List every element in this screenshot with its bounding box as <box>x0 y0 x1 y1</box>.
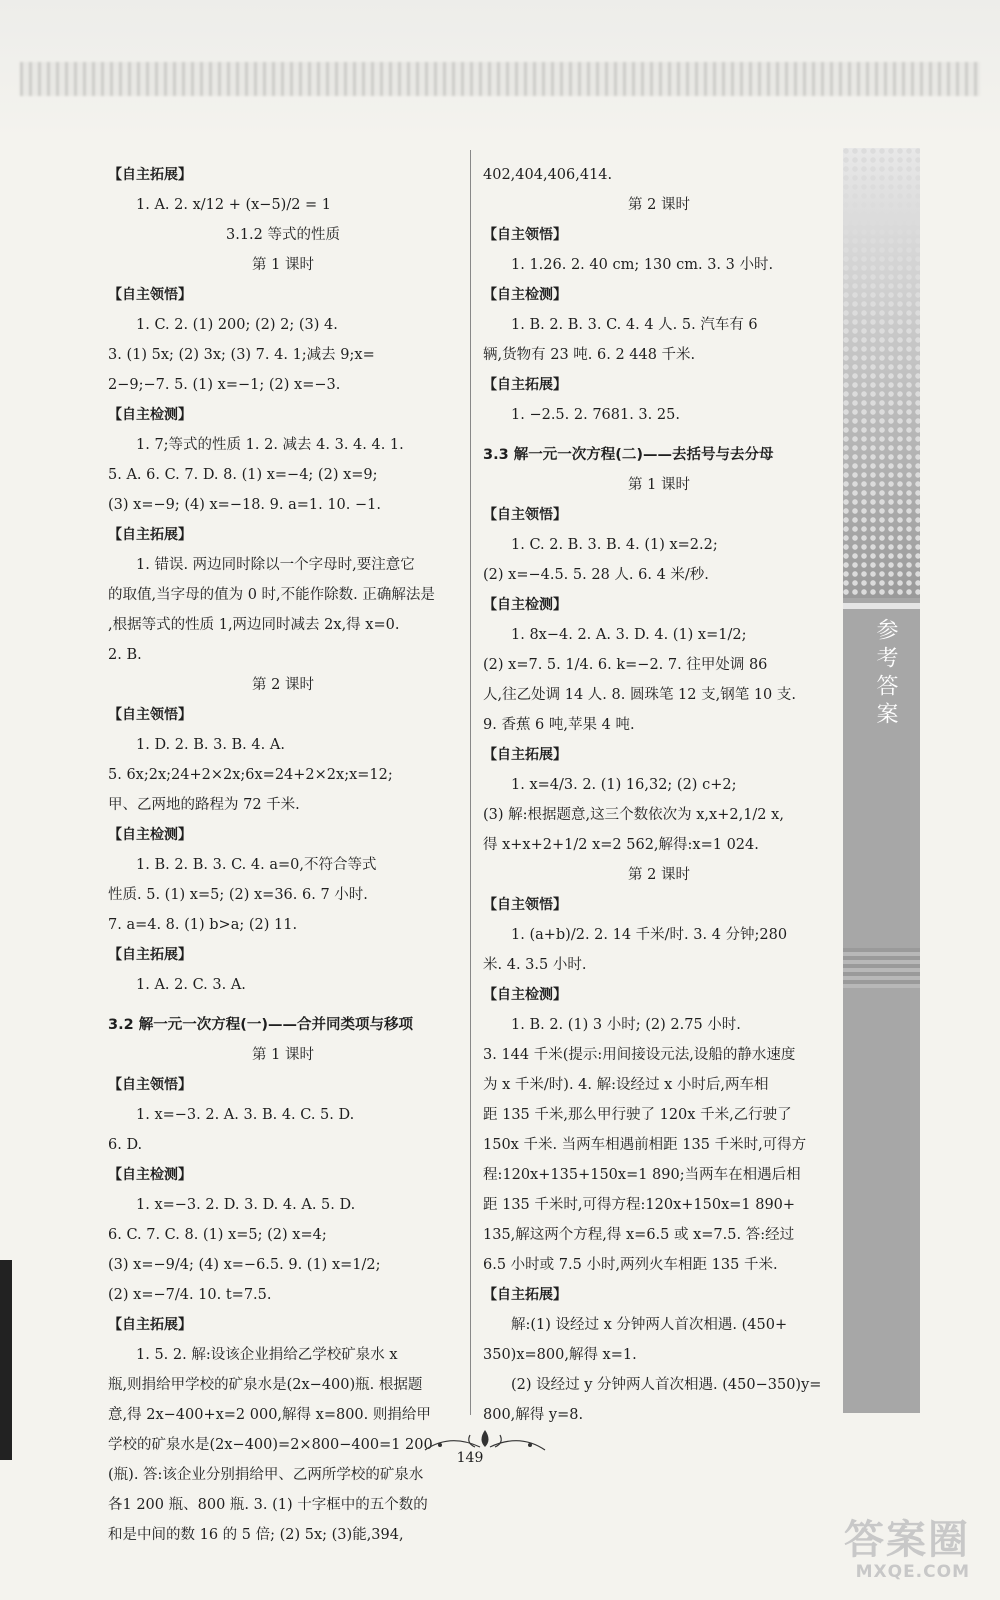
section-heading: 【自主检测】 <box>108 407 192 423</box>
site-watermark <box>844 1518 970 1582</box>
lesson-title: 第 1 课时 <box>252 257 314 273</box>
section-heading: 【自主检测】 <box>483 597 567 613</box>
answer-line: 1. x=4/3. 2. (1) 16,32; (2) c+2; <box>511 777 737 793</box>
section-heading: 【自主拓展】 <box>108 1317 192 1333</box>
answer-line: (2) 设经过 y 分钟两人首次相遇. (450−350)y= <box>511 1377 822 1393</box>
answer-line: 1. 错误. 两边同时除以一个字母时,要注意它 <box>136 557 415 573</box>
section-heading: 【自主拓展】 <box>108 527 192 543</box>
answer-line: 6.5 小时或 7.5 小时,两列火车相距 135 千米. <box>483 1257 778 1273</box>
answer-line: 的取值,当字母的值为 0 时,不能作除数. 正确解法是 <box>108 587 435 603</box>
answer-line: 瓶,则捐给甲学校的矿泉水是(2x−400)瓶. 根据题 <box>108 1377 423 1393</box>
sidebar-label: 参考答案 <box>873 618 898 730</box>
watermark-logo-text: 答案圈 <box>844 1517 970 1563</box>
answer-line: 1. B. 2. B. 3. C. 4. 4 人. 5. 汽车有 6 <box>511 317 758 333</box>
answer-line: 解:(1) 设经过 x 分钟两人首次相遇. (450+ <box>511 1317 788 1333</box>
lesson-title: 第 1 课时 <box>252 1047 314 1063</box>
answer-line: 1. 5. 2. 解:设该企业捐给乙学校矿泉水 x <box>136 1347 398 1363</box>
section-heading: 【自主检测】 <box>483 287 567 303</box>
answer-line: (3) x=−9/4; (4) x=−6.5. 9. (1) x=1/2; <box>108 1257 381 1273</box>
answer-line: 学校的矿泉水是(2x−400)=2×800−400=1 200 <box>108 1437 433 1453</box>
section-heading: 【自主拓展】 <box>108 947 192 963</box>
answer-line: 意,得 2x−400+x=2 000,解得 x=800. 则捐给甲 <box>108 1407 431 1423</box>
answer-line: 为 x 千米/时). 4. 解:设经过 x 小时后,两车相 <box>483 1077 769 1093</box>
answer-line: 辆,货物有 23 吨. 6. 2 448 千米. <box>483 347 696 363</box>
answer-line: 6. D. <box>108 1137 143 1153</box>
answer-line: (2) x=−7/4. 10. t=7.5. <box>108 1287 272 1303</box>
chapter-title: 3.2 解一元一次方程(一)——合并同类项与移项 <box>108 1017 413 1033</box>
answer-line: 各1 200 瓶、800 瓶. 3. (1) 十字框中的五个数的 <box>108 1497 428 1513</box>
answer-line: 800,解得 y=8. <box>483 1407 584 1423</box>
halftone-pattern <box>843 148 920 598</box>
answer-line: (2) x=−4.5. 5. 28 人. 6. 4 米/秒. <box>483 567 709 583</box>
chapter-title: 3.3 解一元一次方程(二)——去括号与去分母 <box>483 447 774 463</box>
answer-line: 1. B. 2. B. 3. C. 4. a=0,不符合等式 <box>136 857 377 873</box>
answer-line: 米. 4. 3.5 小时. <box>483 957 587 973</box>
section-heading: 【自主领悟】 <box>108 1077 192 1093</box>
lesson-title: 第 2 课时 <box>252 677 314 693</box>
answer-line: 135,解这两个方程,得 x=6.5 或 x=7.5. 答:经过 <box>483 1227 795 1243</box>
lesson-title: 第 2 课时 <box>628 197 690 213</box>
answer-line: 2. B. <box>108 647 142 663</box>
answer-line: 距 135 千米时,可得方程:120x+150x=1 890+ <box>483 1197 796 1213</box>
section-heading: 【自主领悟】 <box>108 287 192 303</box>
answer-line: 距 135 千米,那么甲行驶了 120x 千米,乙行驶了 <box>483 1107 792 1123</box>
section-tab-sidebar <box>843 148 920 1413</box>
answer-line: 402,404,406,414. <box>483 167 613 183</box>
answer-line: ,根据等式的性质 1,两边同时减去 2x,得 x=0. <box>108 617 400 633</box>
right-column <box>483 160 835 1430</box>
lesson-title: 第 1 课时 <box>628 477 690 493</box>
answer-line: (2) x=7. 5. 1/4. 6. k=−2. 7. 往甲处调 86 <box>483 657 768 673</box>
answer-line: 150x 千米. 当两车相遇前相距 135 千米时,可得方 <box>483 1137 807 1153</box>
section-heading: 【自主领悟】 <box>483 227 567 243</box>
answer-line: 5. A. 6. C. 7. D. 8. (1) x=−4; (2) x=9; <box>108 467 378 483</box>
answer-line: 1. x=−3. 2. D. 3. D. 4. A. 5. D. <box>136 1197 356 1213</box>
scan-top-band <box>0 0 1000 140</box>
answer-line: 1. D. 2. B. 3. B. 4. A. <box>136 737 285 753</box>
section-heading: 【自主领悟】 <box>108 707 192 723</box>
answer-line: 得 x+x+2+1/2 x=2 562,解得:x=1 024. <box>483 837 759 853</box>
section-heading: 【自主拓展】 <box>108 167 192 183</box>
section-heading: 【自主检测】 <box>108 1167 192 1183</box>
answer-line: 5. 6x;2x;24+2×2x;6x=24+2×2x;x=12; <box>108 767 393 783</box>
answer-line: 3. 144 千米(提示:用间接设元法,设船的静水速度 <box>483 1047 796 1063</box>
answer-line: 1. x=−3. 2. A. 3. B. 4. C. 5. D. <box>136 1107 355 1123</box>
answer-line: 350)x=800,解得 x=1. <box>483 1347 637 1363</box>
answer-line: 1. C. 2. (1) 200; (2) 2; (3) 4. <box>136 317 338 333</box>
answer-line: 1. C. 2. B. 3. B. 4. (1) x=2.2; <box>511 537 718 553</box>
page-edge-shadow <box>0 1260 12 1460</box>
section-heading: 【自主检测】 <box>108 827 192 843</box>
page-number: 149 <box>456 1450 484 1466</box>
section-heading: 【自主检测】 <box>483 987 567 1003</box>
answer-line: 9. 香蕉 6 吨,苹果 4 吨. <box>483 717 635 733</box>
answer-line: 人,往乙处调 14 人. 8. 圆珠笔 12 支,钢笔 10 支. <box>483 687 796 703</box>
section-heading: 【自主领悟】 <box>483 507 567 523</box>
answer-line: 1. −2.5. 2. 7681. 3. 25. <box>511 407 680 423</box>
section-heading: 【自主拓展】 <box>483 377 567 393</box>
section-heading: 【自主领悟】 <box>483 897 567 913</box>
answer-line: 7. a=4. 8. (1) b>a; (2) 11. <box>108 917 298 933</box>
column-divider <box>470 150 471 1415</box>
section-heading: 【自主拓展】 <box>483 747 567 763</box>
left-column <box>108 160 458 1550</box>
answer-line: 1. 7;等式的性质 1. 2. 减去 4. 3. 4. 4. 1. <box>136 437 404 453</box>
lesson-title: 第 2 课时 <box>628 867 690 883</box>
answer-line: 1. 1.26. 2. 40 cm; 130 cm. 3. 3 小时. <box>511 257 774 273</box>
answer-line: 程:120x+135+150x=1 890;当两车在相遇后相 <box>483 1167 801 1183</box>
answer-line: (瓶). 答:该企业分别捐给甲、乙两所学校的矿泉水 <box>108 1467 424 1483</box>
watermark-url: MXQE.COM <box>855 1562 970 1582</box>
answer-line: 和是中间的数 16 的 5 倍; (2) 5x; (3)能,394, <box>108 1527 404 1543</box>
answer-line: 1. B. 2. (1) 3 小时; (2) 2.75 小时. <box>511 1017 741 1033</box>
answer-line: 1. A. 2. x/12 + (x−5)/2 = 1 <box>136 197 332 213</box>
answer-line: 性质. 5. (1) x=5; (2) x=36. 6. 7 小时. <box>108 887 368 903</box>
answer-line: 6. C. 7. C. 8. (1) x=5; (2) x=4; <box>108 1227 327 1243</box>
sidebar-stripes <box>843 948 920 988</box>
answer-line: 1. 8x−4. 2. A. 3. D. 4. (1) x=1/2; <box>511 627 747 643</box>
answer-line: 1. A. 2. C. 3. A. <box>136 977 246 993</box>
answer-line: 2−9;−7. 5. (1) x=−1; (2) x=−3. <box>108 377 341 393</box>
lesson-title: 3.1.2 等式的性质 <box>225 227 340 243</box>
answer-line: (3) x=−9; (4) x=−18. 9. a=1. 10. −1. <box>108 497 381 513</box>
answer-line: (3) 解:根据题意,这三个数依次为 x,x+2,1/2 x, <box>483 807 784 823</box>
answer-line: 1. (a+b)/2. 2. 14 千米/时. 3. 4 分钟;280 <box>511 927 788 943</box>
scan-noise <box>20 62 980 96</box>
sidebar-band <box>843 603 920 609</box>
section-heading: 【自主拓展】 <box>483 1287 567 1303</box>
answer-line: 甲、乙两地的路程为 72 千米. <box>108 797 300 813</box>
answer-line: 3. (1) 5x; (2) 3x; (3) 7. 4. 1;减去 9;x= <box>108 347 375 363</box>
